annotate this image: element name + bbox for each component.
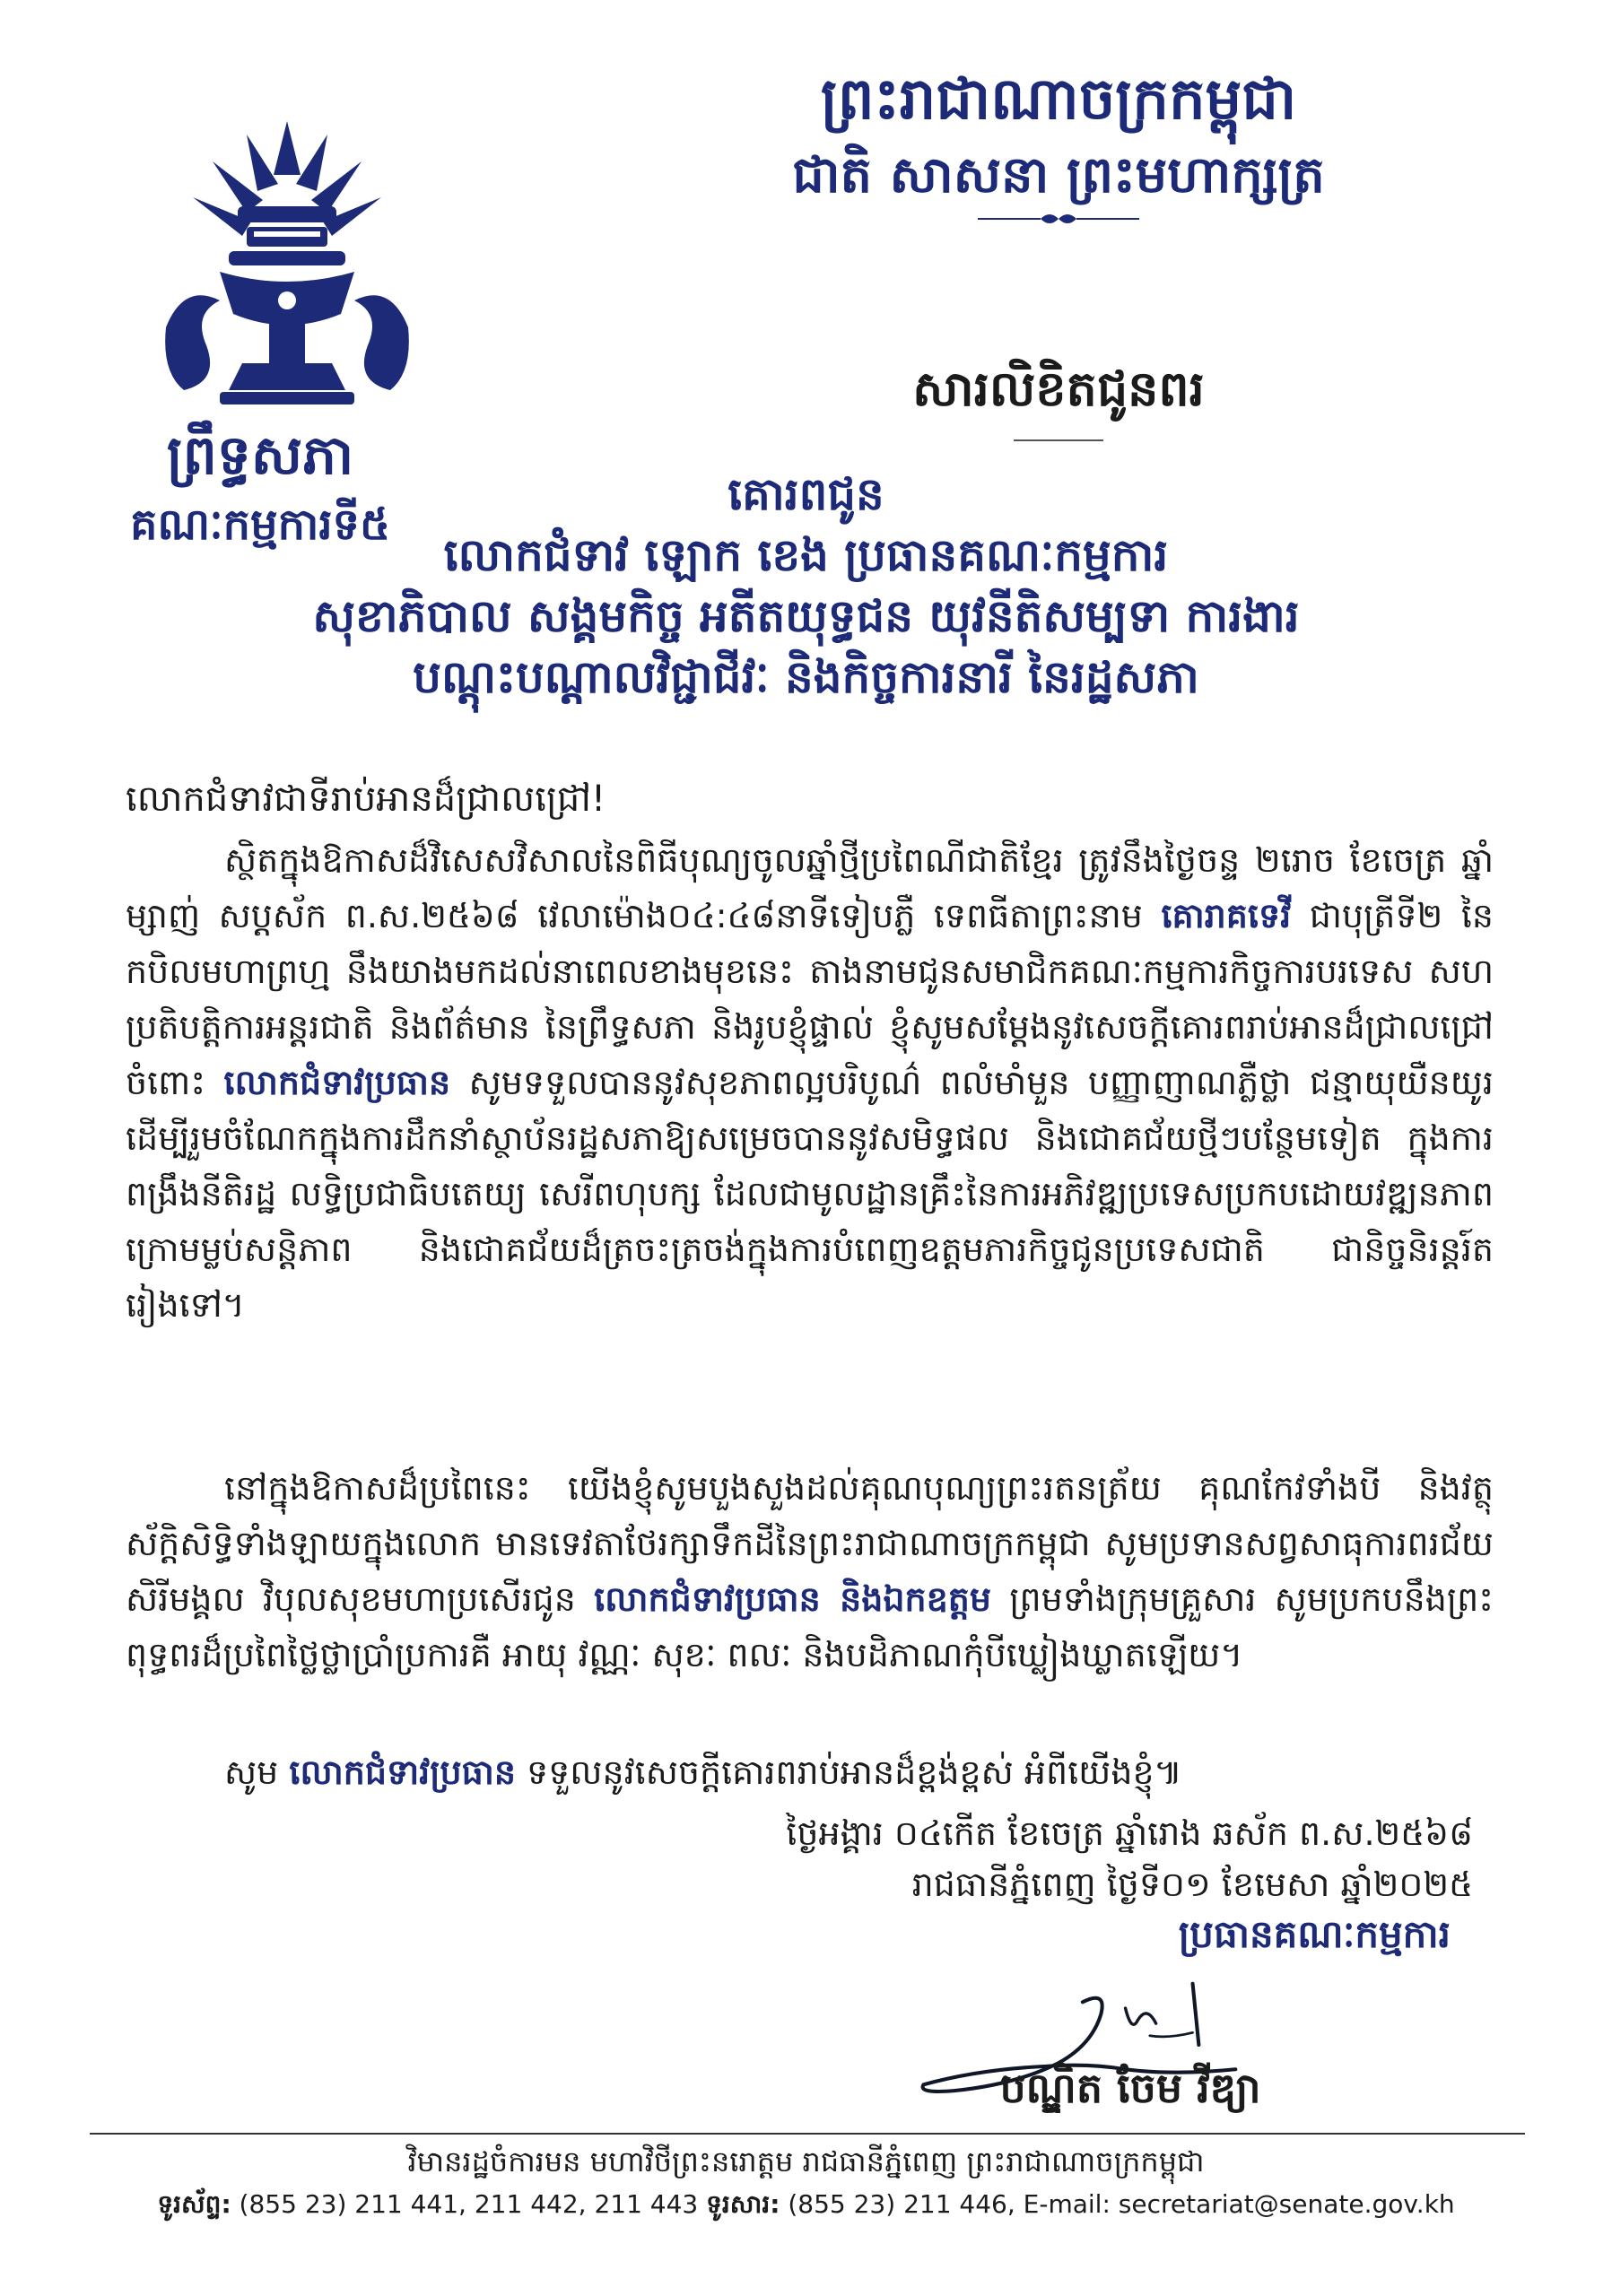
lunar-date: ថ្ងៃអង្គារ ០៤កើត ខែចេត្រ ឆ្នាំរោង ឆស័ក ព.ស.២៥៦៨	[786, 1813, 1473, 1853]
kingdom-title: ព្រះរាជាណាចក្រកម្ពុជា	[820, 66, 1297, 133]
recipient-greeting: គោរពជូន	[728, 468, 884, 520]
paragraph-1-text-b: ជាបុត្រីទី២ នៃកបិលមហាព្រហ្ម នឹងយាងមកដល់នាពេលខាងមុខនេះ តាងនាមជូនសមាជិកគណៈកម្មការកិច្ចការបរទេស សហប្រតិបត្តិការអន្តរជាតិ និងព័ត៌មាន នៃព្រឹទ្ធសភា និងរូបខ្ញុំផ្ទាល់ ខ្ញុំសូមសម្តែងនូវសេចក្តីគោរពរាប់អានដ៏ជ្រាលជ្រៅចំពោះ	[126, 896, 1494, 1102]
signatory-name: បណ្ឌិត ចែម វីឌ្យា	[999, 2064, 1261, 2112]
footer-address: វិមានរដ្ឋចំការមន មហាវិថីព្រះនរោត្តម រាជធានីភ្នំពេញ ព្រះរាជាណាចក្រកម្ពុជា	[407, 2144, 1205, 2179]
paragraph-2	[126, 1460, 1494, 1683]
solar-date: រាជធានីភ្នំពេញ ថ្ងៃទី០១ ខែមេសា ឆ្នាំ២០២៥	[911, 1865, 1473, 1904]
paragraph-1-text-c: សូមទទួលបាននូវសុខភាពល្អបរិបូណ៌ ពលំមាំមួន បញ្ញាញាណភ្លឺថ្លា ជន្មាយុយឺនយូរ ដើម្បីរួមចំណែកក្នុងការដឹកនាំស្ថាប័នរដ្ឋសភាឱ្យសម្រេចបាននូវសមិទ្ធផល និងជោគជ័យថ្មីៗបន្ថែមទៀត ក្នុងការពង្រឹងនីតិរដ្ឋ លទ្ធិប្រជាធិបតេយ្យ សេរីពហុបក្ស ដែលជាមូលដ្ឋានគ្រឹះនៃការអភិវឌ្ឍប្រទេសប្រកបដោយវឌ្ឍនភាព ក្រោមម្លប់សន្តិភាព និងជោគជ័យដ៏ត្រចះត្រចង់ក្នុងការបំពេញឧត្តមភារកិច្ចជូនប្រទេសជាតិ ជានិច្ចនិរន្តរ៍តរៀងទៅ។	[126, 1063, 1494, 1325]
recipient-name: លោកជំទាវ ឡោក ខេង ប្រធានគណៈកម្មការ	[443, 529, 1169, 581]
fax-and-email: (855 23) 211 446, E-mail: secretariat@senate.gov.kh	[788, 2189, 1455, 2219]
paragraph-2-text-a: នៅក្នុងឱកាសដ៏ប្រពៃនេះ យើងខ្ញុំសូមបួងសួងដល់គុណបុណ្យព្រះរតនត្រ័យ គុណកែវទាំងបី និងវត្ថុស័ក្តិសិទ្ធិទាំងឡាយក្នុងលោក មានទេវតាថែរក្សាទឹកដីនៃព្រះរាជាណាចក្រកម្ពុជា សូមប្រទានសព្វសាធុការពរជ័យ សិរីមង្គល វិបុលសុខមហាប្រសើរជូន	[126, 1468, 1494, 1619]
footer-rule	[90, 2133, 1525, 2135]
paragraph-3-text-a: សូម	[224, 1752, 279, 1792]
fax-label: ទូរសារ:	[706, 2189, 780, 2219]
phone-number: (855 23) 211 441, 211 442, 211 443	[239, 2189, 699, 2219]
signatory-title: ប្រធានគណៈកម្មការ	[1178, 1912, 1451, 1956]
document-title: សារលិខិតជូនពរ	[912, 361, 1205, 417]
title-divider	[1014, 439, 1103, 441]
honorific: លោកជំទាវប្រធាន និងឯកឧត្តម	[594, 1579, 991, 1619]
honorific: លោកជំទាវប្រធាន	[223, 1063, 451, 1102]
senate-emblem-icon	[157, 121, 417, 430]
phone-label: ទូរស័ព្ទ:	[157, 2189, 231, 2219]
organization-name: ព្រឹទ្ធសភា	[166, 424, 354, 487]
paragraph-2-text-b: ព្រមទាំងក្រុមគ្រួសារ សូមប្រកបនឹងព្រះពុទ្ធពរដ៏ប្រពៃថ្លៃថ្លាប្រាំប្រការគឺ អាយុ វណ្ណៈ សុខៈ ពលៈ និងបដិភាណកុំបីឃ្លៀងឃ្លាតឡើយ។	[126, 1579, 1494, 1674]
recipient-committee-cont: បណ្តុះបណ្តាលវិជ្ជាជីវៈ និងកិច្ចការនារី នៃរដ្ឋសភា	[413, 651, 1199, 703]
ornament-divider-icon	[978, 208, 1139, 230]
deity-name: គោរាគទេវី	[1161, 896, 1292, 935]
salutation: លោកជំទាវជាទីរាប់អានដ៏ជ្រាលជ្រៅ!	[126, 778, 606, 820]
footer-contact	[0, 2188, 1612, 2225]
paragraph-3-text-b: ទទួលនូវសេចក្តីគោរពរាប់អានដ៏ខ្ពង់ខ្ពស់ អំពីយើងខ្ញុំ៕	[527, 1752, 1183, 1792]
committee-name: គណៈកម្មការទី៥	[129, 500, 391, 550]
paragraph-1	[126, 832, 1494, 1333]
national-motto: ជាតិ សាសនា ព្រះមហាក្សត្រ	[792, 146, 1325, 204]
recipient-committee: សុខាភិបាល សង្គមកិច្ច អតីតយុទ្ធជន យុវនីតិសម្បទា ការងារ	[312, 590, 1300, 642]
honorific: លោកជំទាវប្រធាន	[289, 1752, 516, 1792]
paragraph-1-text-a: ស្ថិតក្នុងឱកាសដ៏វិសេសវិសាលនៃពិធីបុណ្យចូលឆ្នាំថ្មីប្រពៃណីជាតិខ្មែរ ត្រូវនឹងថ្ងៃចន្ទ ២រោច ខែចេត្រ ឆ្នាំម្សាញ់ សប្តស័ក ព.ស.២៥៦៨ វេលាម៉ោង០៤:៤៨នាទីទៀបភ្លឺ ទេពធីតាព្រះនាម	[126, 840, 1494, 935]
paragraph-3	[126, 1744, 1494, 1800]
